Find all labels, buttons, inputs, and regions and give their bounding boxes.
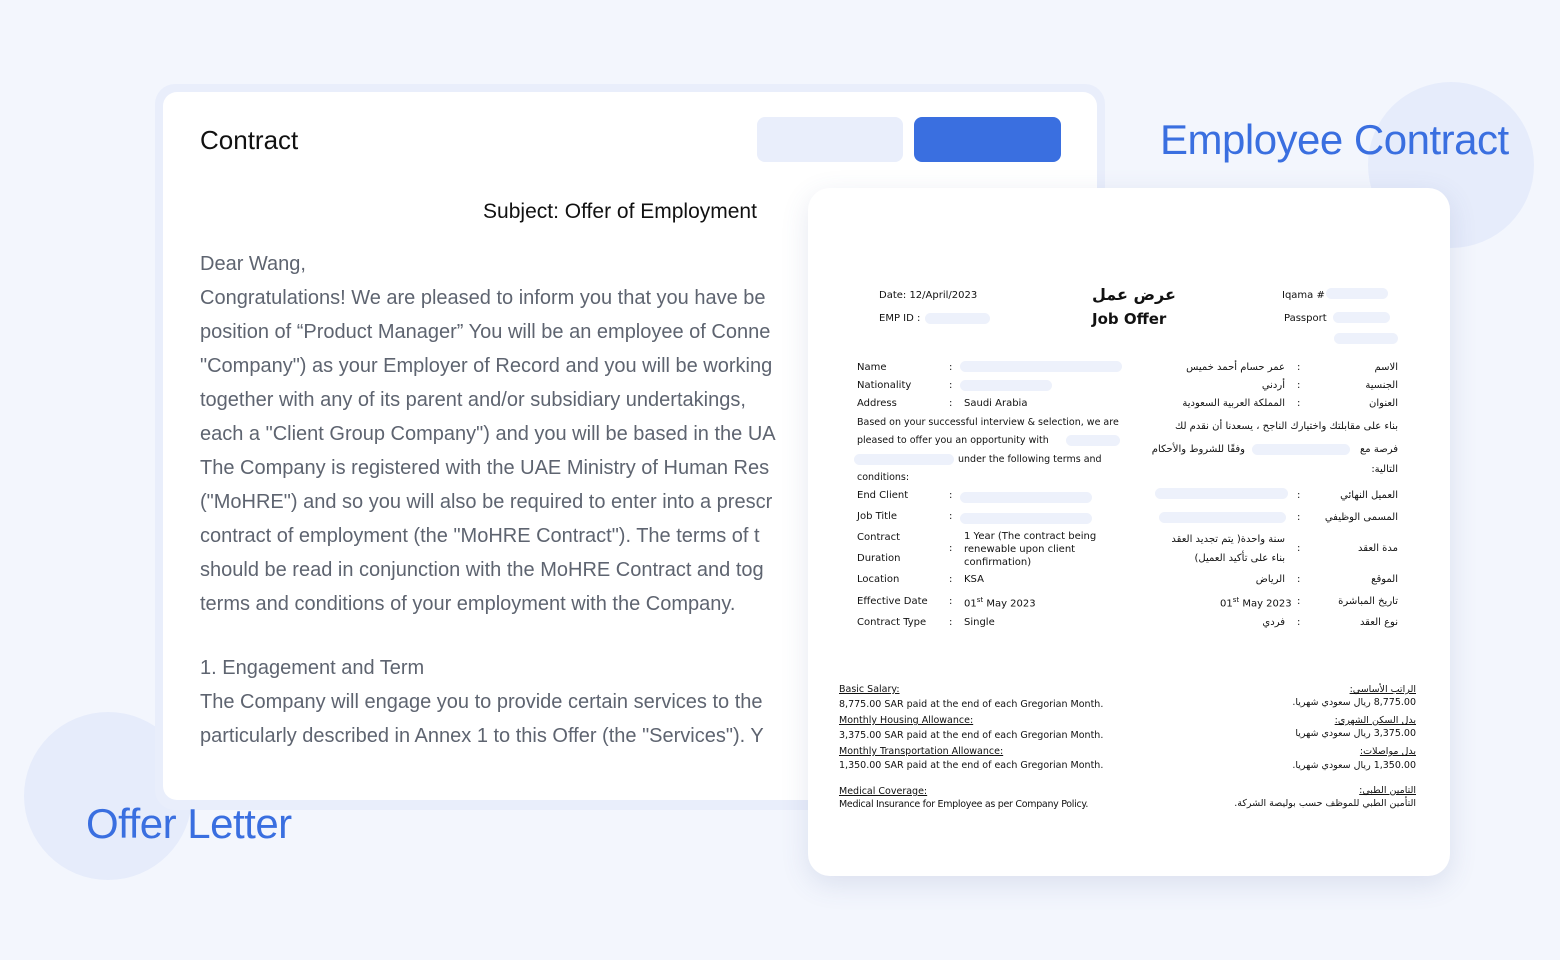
effective-date-value: 01st May 2023 bbox=[964, 596, 1036, 610]
colon: : bbox=[1297, 596, 1301, 607]
nationality-label-ar: الجنسية bbox=[1365, 380, 1398, 391]
letter-line: each a "Client Group Company") and you will be based in the UA bbox=[200, 423, 776, 445]
address-label-ar: العنوان bbox=[1369, 398, 1398, 409]
intro-text: Based on your successful interview & selection, we are bbox=[857, 417, 1119, 428]
location-value: KSA bbox=[964, 574, 984, 585]
secondary-button[interactable] bbox=[757, 117, 903, 162]
name-redacted bbox=[960, 361, 1122, 372]
letter-subject: Subject: Offer of Employment bbox=[483, 200, 757, 223]
colon: : bbox=[1297, 543, 1301, 554]
iqama-redacted bbox=[1326, 288, 1388, 299]
passport-label: Passport bbox=[1284, 313, 1327, 324]
colon: : bbox=[949, 574, 953, 585]
title-english: Job Offer bbox=[1092, 310, 1167, 328]
colon: : bbox=[949, 362, 953, 373]
duration-value: confirmation) bbox=[964, 557, 1032, 568]
basic-salary-value: 8,775.00 SAR paid at the end of each Gregorian Month. bbox=[839, 699, 1104, 710]
emp-id-label: EMP ID : bbox=[879, 313, 921, 324]
letter-line: Dear Wang, bbox=[200, 253, 306, 275]
colon: : bbox=[949, 543, 953, 554]
letter-line: terms and conditions of your employment with the Company. bbox=[200, 593, 736, 615]
contract-type-value: Single bbox=[964, 617, 995, 628]
start-date-value-ar: 01st May 2023 bbox=[1220, 596, 1292, 610]
start-date-label-ar: تاريخ المباشرة bbox=[1338, 596, 1398, 607]
location-label: Location bbox=[857, 574, 900, 585]
address-value-ar: المملكة العربية السعودية bbox=[1182, 398, 1285, 409]
passport-redacted bbox=[1333, 312, 1390, 323]
section-heading: 1. Engagement and Term bbox=[200, 657, 425, 679]
colon: : bbox=[1297, 362, 1301, 373]
letter-line: ("MoHRE") and so you will also be required to enter into a prescr bbox=[200, 491, 773, 513]
housing-allowance-label: Monthly Housing Allowance: bbox=[839, 715, 974, 726]
letter-line: The Company will engage you to provide certain services to the bbox=[200, 691, 763, 713]
offer-date: Date: 12/April/2023 bbox=[879, 290, 978, 301]
end-client-label-ar: العميل النهائي bbox=[1340, 490, 1398, 501]
letter-line: particularly described in Annex 1 to this Offer (the "Services"). Y bbox=[200, 725, 764, 747]
medical-coverage-value-ar: التأمين الطبي للموظف حسب بوليصة الشركة. bbox=[1234, 798, 1416, 809]
letter-line: "Company") as your Employer of Record and you will be working bbox=[200, 355, 773, 377]
basic-salary-value-ar: 8,775.00 ريال سعودي شهريا. bbox=[1292, 697, 1416, 708]
duration-value: renewable upon client bbox=[964, 544, 1076, 555]
iqama-label: Iqama # bbox=[1282, 290, 1325, 301]
letter-line: position of “Product Manager” You will be an employee of Conne bbox=[200, 321, 771, 343]
colon: : bbox=[1297, 617, 1301, 628]
employee-contract-label: Employee Contract bbox=[1160, 116, 1509, 163]
basic-salary-label: Basic Salary: bbox=[839, 684, 900, 695]
transport-allowance-value-ar: 1,350.00 ريال سعودي شهريا. bbox=[1292, 760, 1416, 771]
contract-type-value-ar: فردي bbox=[1262, 617, 1285, 628]
colon: : bbox=[1297, 398, 1301, 409]
medical-coverage-label-ar: التامين الطبي: bbox=[1359, 785, 1416, 796]
intro-text-ar: التالية: bbox=[1371, 464, 1398, 475]
letter-line: The Company is registered with the UAE Ministry of Human Res bbox=[200, 457, 770, 479]
end-client-redacted bbox=[960, 492, 1092, 503]
letter-line: Congratulations! We are pleased to inform you that you have be bbox=[200, 287, 766, 309]
intro-text-ar: فرصة مع bbox=[1359, 444, 1398, 455]
location-value-ar: الرياض bbox=[1255, 574, 1285, 585]
colon: : bbox=[1297, 512, 1301, 523]
offer-letter-label: Offer Letter bbox=[86, 800, 292, 847]
primary-button[interactable] bbox=[914, 117, 1061, 162]
colon: : bbox=[949, 398, 953, 409]
medical-coverage-value: Medical Insurance for Employee as per Company Policy. bbox=[839, 799, 1089, 810]
nationality-label: Nationality bbox=[857, 380, 912, 391]
duration-label-ar: مدة العقد bbox=[1358, 543, 1398, 554]
colon: : bbox=[949, 617, 953, 628]
intro-text-ar: وفقًا للشروط والأحكام bbox=[1151, 444, 1245, 455]
colon: : bbox=[949, 380, 953, 391]
job-title-redacted-ar bbox=[1159, 512, 1286, 523]
address-value: Saudi Arabia bbox=[964, 398, 1028, 409]
colon: : bbox=[1297, 574, 1301, 585]
housing-allowance-value-ar: 3,375.00 ريال سعودي شهريا bbox=[1295, 728, 1416, 739]
name-label-ar: الاسم bbox=[1374, 362, 1398, 373]
address-label: Address bbox=[857, 398, 897, 409]
intro-text-ar: بناء على مقابلتك واختيارك الناجح ، يسعدنا أن نقدم لك bbox=[1175, 421, 1398, 432]
intro-text: pleased to offer you an opportunity with bbox=[857, 435, 1049, 446]
name-label: Name bbox=[857, 362, 887, 373]
job-title-label-ar: المسمى الوظيفي bbox=[1324, 512, 1398, 523]
colon: : bbox=[949, 490, 953, 501]
company-redacted-ar bbox=[1252, 444, 1350, 455]
colon: : bbox=[1297, 490, 1301, 501]
duration-label: Duration bbox=[857, 553, 901, 564]
medical-coverage-label: Medical Coverage: bbox=[839, 786, 928, 797]
end-client-redacted-ar bbox=[1155, 488, 1288, 499]
housing-allowance-value: 3,375.00 SAR paid at the end of each Gregorian Month. bbox=[839, 730, 1104, 741]
colon: : bbox=[949, 596, 953, 607]
nationality-redacted bbox=[960, 380, 1052, 391]
duration-value-ar: سنة واحدة( يتم تجديد العقد bbox=[1171, 534, 1285, 545]
contract-type-label: Contract Type bbox=[857, 617, 927, 628]
transport-allowance-label: Monthly Transportation Allowance: bbox=[839, 746, 1004, 757]
duration-value: 1 Year (The contract being bbox=[964, 531, 1097, 542]
title-arabic: عرض عمل bbox=[1092, 285, 1176, 304]
company-redacted bbox=[1066, 435, 1120, 446]
name-value-ar: عمر حسام أحمد خميس bbox=[1186, 362, 1285, 373]
job-title-label: Job Title bbox=[857, 511, 898, 522]
effective-date-label: Effective Date bbox=[857, 596, 928, 607]
transport-allowance-value: 1,350.00 SAR paid at the end of each Gregorian Month. bbox=[839, 760, 1104, 771]
intro-text: under the following terms and bbox=[958, 454, 1102, 465]
letter-line: together with any of its parent and/or subsidiary undertakings, bbox=[200, 389, 746, 411]
duration-value-ar: بناء على تأكيد العميل) bbox=[1194, 553, 1285, 564]
transport-allowance-label-ar: بدل مواصلات: bbox=[1359, 746, 1416, 757]
job-title-redacted bbox=[960, 513, 1092, 524]
colon: : bbox=[1297, 380, 1301, 391]
nationality-value-ar: أردني bbox=[1261, 380, 1285, 391]
housing-allowance-label-ar: بدل السكن الشهري: bbox=[1334, 715, 1416, 726]
letter-line: should be read in conjunction with the MoHRE Contract and tog bbox=[200, 559, 764, 581]
emp-id-redacted bbox=[925, 313, 990, 324]
location-label-ar: الموقع bbox=[1371, 574, 1398, 585]
company-redacted bbox=[854, 454, 954, 465]
card-title: Contract bbox=[200, 125, 299, 155]
contract-label: Contract bbox=[857, 532, 901, 543]
colon: : bbox=[949, 511, 953, 522]
letter-line: contract of employment (the "MoHRE Contract"). The terms of t bbox=[200, 525, 760, 547]
end-client-label: End Client bbox=[857, 490, 909, 501]
job-offer-document bbox=[808, 188, 1450, 876]
basic-salary-label-ar: الراتب الأساسي: bbox=[1349, 684, 1416, 695]
contract-type-label-ar: نوع العقد bbox=[1359, 617, 1398, 628]
passport-redacted bbox=[1334, 333, 1398, 344]
intro-text: conditions: bbox=[857, 472, 910, 483]
